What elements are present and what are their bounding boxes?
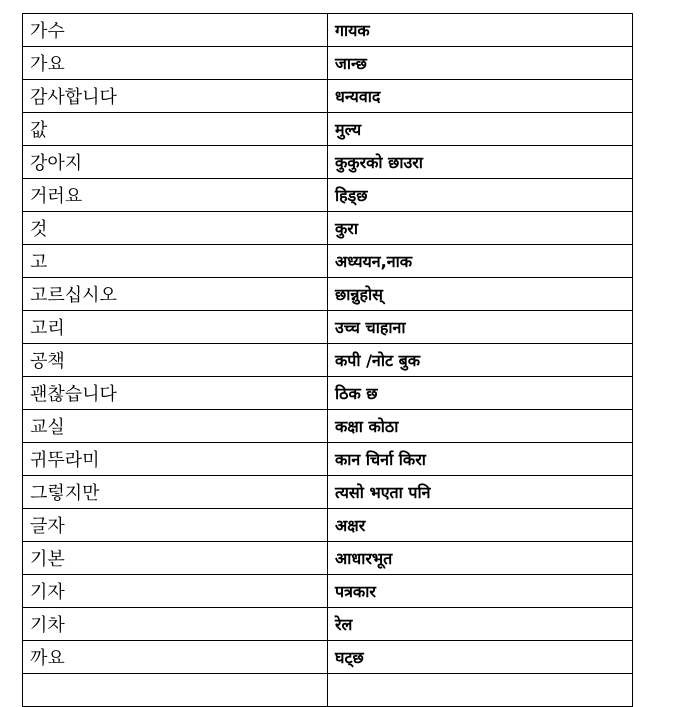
vocabulary-table bbox=[22, 13, 633, 707]
table-row bbox=[23, 476, 633, 509]
nepali-translation-cell: धन्यवाद bbox=[328, 80, 633, 113]
table-row bbox=[23, 278, 633, 311]
korean-word-cell: 고 bbox=[23, 245, 328, 278]
table-row bbox=[23, 179, 633, 212]
korean-word-cell: 기차 bbox=[23, 608, 328, 641]
korean-word-cell: 괜찮습니다 bbox=[23, 377, 328, 410]
korean-word-cell: 강아지 bbox=[23, 146, 328, 179]
nepali-translation-cell: त्यसो भएता पनि bbox=[328, 476, 633, 509]
nepali-translation-cell: उच्च चाहाना bbox=[328, 311, 633, 344]
korean-word-cell: 것 bbox=[23, 212, 328, 245]
table-row bbox=[23, 146, 633, 179]
nepali-translation-cell: कुरा bbox=[328, 212, 633, 245]
table-row bbox=[23, 674, 633, 707]
table-row bbox=[23, 14, 633, 47]
korean-word-cell: 까요 bbox=[23, 641, 328, 674]
nepali-translation-cell: आधारभूत bbox=[328, 542, 633, 575]
korean-word-cell: 그렇지만 bbox=[23, 476, 328, 509]
korean-word-cell: 교실 bbox=[23, 410, 328, 443]
korean-word-cell: 공책 bbox=[23, 344, 328, 377]
nepali-translation-cell: गायक bbox=[328, 14, 633, 47]
korean-word-cell: 글자 bbox=[23, 509, 328, 542]
table-row bbox=[23, 509, 633, 542]
table-row bbox=[23, 443, 633, 476]
table-row bbox=[23, 641, 633, 674]
korean-word-cell bbox=[23, 674, 328, 707]
nepali-translation-cell: घट्छ bbox=[328, 641, 633, 674]
table-row bbox=[23, 608, 633, 641]
nepali-translation-cell: अध्ययन,नाक bbox=[328, 245, 633, 278]
korean-word-cell: 귀뚜라미 bbox=[23, 443, 328, 476]
korean-word-cell: 고르십시오 bbox=[23, 278, 328, 311]
nepali-translation-cell: पत्रकार bbox=[328, 575, 633, 608]
korean-word-cell: 감사합니다 bbox=[23, 80, 328, 113]
table-row bbox=[23, 344, 633, 377]
korean-word-cell: 가요 bbox=[23, 47, 328, 80]
nepali-translation-cell: कान चिर्ना किरा bbox=[328, 443, 633, 476]
korean-word-cell: 거러요 bbox=[23, 179, 328, 212]
table-row bbox=[23, 245, 633, 278]
table-row bbox=[23, 212, 633, 245]
nepali-translation-cell: रेल bbox=[328, 608, 633, 641]
table-row bbox=[23, 47, 633, 80]
nepali-translation-cell: मुल्य bbox=[328, 113, 633, 146]
table-row bbox=[23, 377, 633, 410]
nepali-translation-cell: कपी /नोट बुक bbox=[328, 344, 633, 377]
table-row bbox=[23, 542, 633, 575]
nepali-translation-cell: अक्षर bbox=[328, 509, 633, 542]
korean-word-cell: 가수 bbox=[23, 14, 328, 47]
table-row bbox=[23, 80, 633, 113]
nepali-translation-cell: हिड्छ bbox=[328, 179, 633, 212]
nepali-translation-cell: ठिक छ bbox=[328, 377, 633, 410]
korean-word-cell: 값 bbox=[23, 113, 328, 146]
nepali-translation-cell: कुकुरको छाउरा bbox=[328, 146, 633, 179]
nepali-translation-cell bbox=[328, 674, 633, 707]
table-row bbox=[23, 410, 633, 443]
nepali-translation-cell: कक्षा कोठा bbox=[328, 410, 633, 443]
table-row bbox=[23, 575, 633, 608]
korean-word-cell: 기본 bbox=[23, 542, 328, 575]
nepali-translation-cell: जान्छ bbox=[328, 47, 633, 80]
table-row bbox=[23, 311, 633, 344]
korean-word-cell: 고리 bbox=[23, 311, 328, 344]
nepali-translation-cell: छान्नुहोस् bbox=[328, 278, 633, 311]
vocabulary-table-body bbox=[23, 14, 633, 707]
korean-word-cell: 기자 bbox=[23, 575, 328, 608]
table-row bbox=[23, 113, 633, 146]
